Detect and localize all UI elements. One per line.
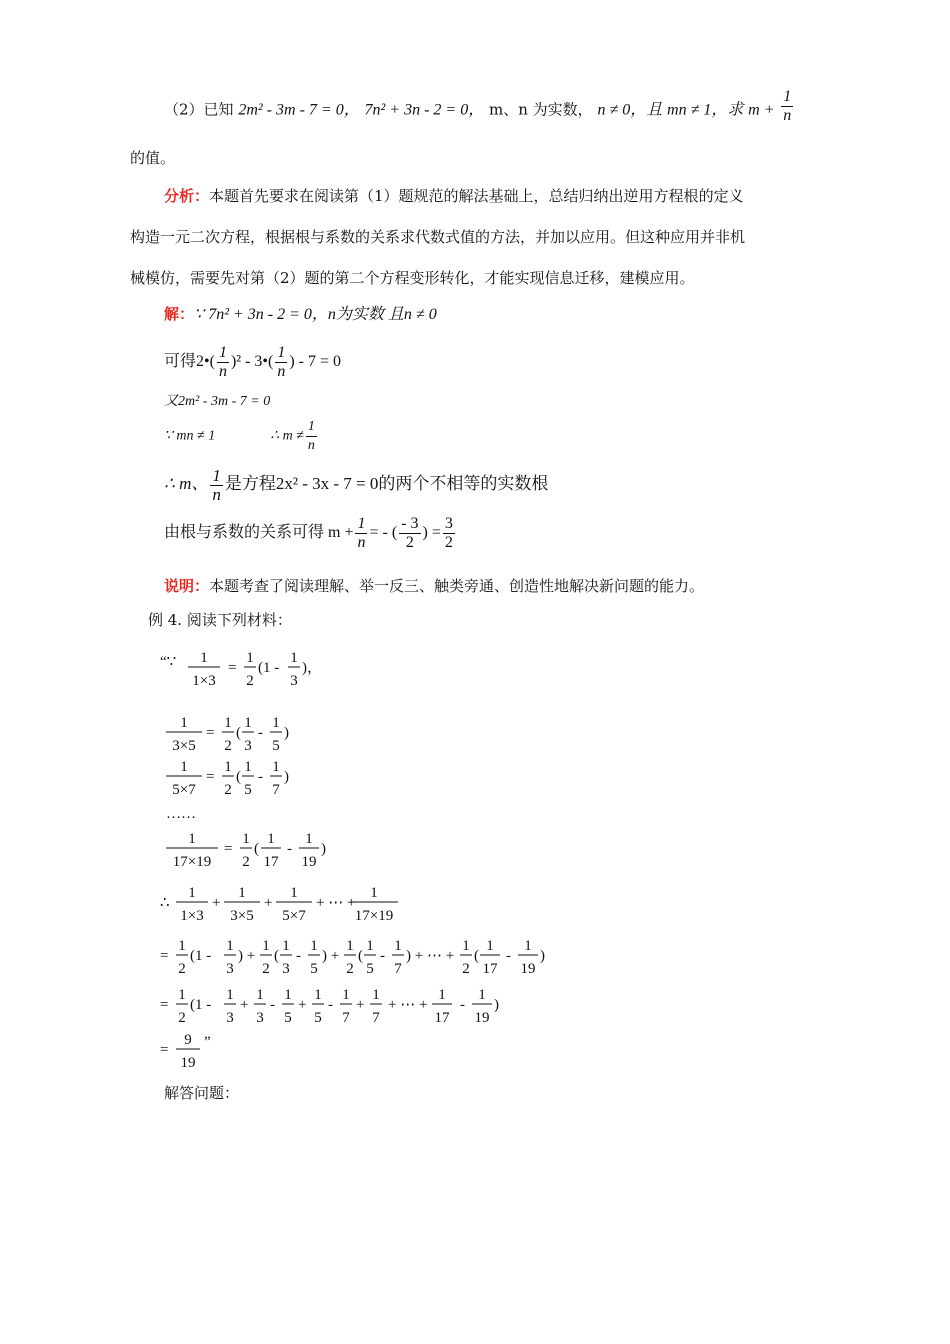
expression-text: ) +: [238, 948, 256, 964]
expression-text: -: [296, 948, 301, 964]
mn-condition: mn ≠ 1，求: [667, 101, 744, 119]
vieta-end: ) =: [422, 524, 441, 542]
numerator: 1: [178, 987, 186, 1003]
fraction-numerator: 1: [357, 515, 366, 532]
example-4-derivation: [156, 640, 616, 1070]
roots-prefix: ∴ m、: [164, 474, 209, 493]
numerator: 1: [438, 987, 446, 1003]
expression-text: (: [236, 769, 241, 785]
expression-text: -: [287, 841, 292, 857]
denominator: 7: [272, 782, 280, 798]
equation-n: 7n² + 3n - 2 = 0，: [364, 101, 485, 119]
therefore-symbol: ∴: [160, 895, 170, 911]
plus-sign: +: [240, 997, 249, 1013]
denominator: 2: [224, 782, 232, 798]
solution-line-1: [164, 304, 437, 325]
plus-sign: +: [356, 997, 365, 1013]
fraction-denominator: n: [307, 438, 315, 453]
analysis-line-2: 构造一元二次方程，根据根与系数的关系求代数式值的方法，并加以应用。但这种应用并非机: [130, 228, 746, 246]
denominator: 2: [346, 961, 354, 977]
numerator: 1: [290, 650, 298, 666]
numerator: 1: [366, 938, 374, 954]
example-4-title: 例 4. 阅读下列材料：: [148, 611, 292, 629]
numerator: 1: [478, 987, 486, 1003]
denominator: 3: [282, 961, 290, 977]
equals-sign: =: [206, 725, 215, 741]
equation-m: 2m² - 3m - 7 = 0，: [238, 101, 360, 119]
numerator: 1: [524, 938, 532, 954]
n-nonzero-condition: n ≠ 0，且: [597, 101, 663, 119]
analysis-line-1: [164, 186, 744, 206]
roots-statement: 是方程2x² - 3x - 7 = 0的两个不相等的实数根: [224, 474, 549, 493]
result-numerator: 9: [184, 1032, 192, 1048]
expression-text: (: [474, 948, 479, 964]
target-expression: m +: [748, 101, 775, 119]
solution-substitution-mid: )² - 3•(: [230, 353, 274, 371]
numerator: 1: [305, 831, 313, 847]
plus-sign: +: [212, 895, 221, 911]
expression-text: + ⋯ +: [316, 895, 356, 911]
denominator: 3: [226, 1010, 234, 1026]
denominator: 3: [256, 1010, 264, 1026]
fraction-one-over-n: [781, 88, 793, 125]
numerator: 1: [282, 938, 290, 954]
fraction-denominator: n: [357, 534, 366, 551]
fraction-denominator: 2: [444, 534, 453, 551]
numerator: 1: [238, 885, 246, 901]
analysis-text-1: 本题首先要求在阅读第（1）题规范的解法基础上，总结归纳出逆用方程根的定义: [209, 187, 744, 205]
denominator: 3×5: [172, 738, 196, 754]
numerator: 1: [244, 759, 252, 775]
minus-sign: -: [270, 997, 275, 1013]
numerator: 1: [244, 715, 252, 731]
denominator: 5: [244, 782, 252, 798]
denominator: 19: [520, 961, 536, 977]
numerator: 1: [178, 938, 186, 954]
plus-sign: +: [264, 895, 273, 911]
numerator: 1: [284, 987, 292, 1003]
denominator: 3: [226, 961, 234, 977]
minus-sign: -: [328, 997, 333, 1013]
denominator: 2: [246, 673, 254, 689]
fraction-numerator: 3: [444, 515, 453, 532]
denominator: 2: [178, 1010, 186, 1026]
m-not-equal: ∴ m ≠: [270, 428, 304, 444]
expression-text: ): [540, 948, 545, 964]
real-number-condition: m、n 为实数，: [489, 100, 593, 119]
numerator: 1: [188, 885, 196, 901]
denominator: 2: [242, 854, 250, 870]
fraction-minus-three-over-two: [399, 515, 420, 552]
fraction-numerator: - 3: [401, 515, 419, 532]
numerator: 1: [267, 831, 275, 847]
expression-text: (: [254, 841, 259, 857]
result-denominator: 19: [180, 1055, 196, 1070]
expression-text: ) + ⋯ +: [406, 948, 455, 964]
denominator: 7: [342, 1010, 350, 1026]
denominator: 17×19: [172, 854, 212, 870]
solution-substitution-end: ) - 7 = 0: [289, 353, 342, 371]
denominator: 5: [310, 961, 318, 977]
numerator: 1: [370, 885, 378, 901]
denominator: 17×19: [354, 908, 394, 924]
expression-text: (1 -: [190, 997, 212, 1013]
fraction-one-over-n: [275, 344, 287, 381]
numerator: 1: [272, 759, 280, 775]
fraction-numerator: 1: [306, 418, 317, 437]
fraction-one-over-n: [217, 344, 229, 381]
denominator: 2: [462, 961, 470, 977]
numerator: 1: [180, 715, 188, 731]
expression-text: ): [494, 997, 499, 1013]
denominator: 2: [224, 738, 232, 754]
denominator: 3: [244, 738, 252, 754]
denominator: 7: [394, 961, 402, 977]
fraction-one-over-n: [306, 418, 317, 455]
equals-sign: =: [160, 997, 169, 1013]
expression-text: (: [358, 948, 363, 964]
analysis-line-3: 械模仿，需要先对第（2）题的第二个方程变形转化，才能实现信息迁移，建模应用。: [130, 269, 695, 287]
denominator: 17: [263, 854, 279, 870]
question-2-prefix: （2）已知: [164, 100, 234, 119]
solution-line-4: [164, 418, 319, 455]
denominator: 19: [301, 854, 317, 870]
numerator: 1: [242, 831, 250, 847]
expression-text: ): [284, 769, 289, 785]
fraction-numerator: 1: [212, 465, 221, 485]
expression-text: (1 -: [258, 660, 280, 676]
denominator: 7: [372, 1010, 380, 1026]
question-2-line: [164, 88, 795, 129]
denominator: 5×7: [282, 908, 306, 924]
numerator: 1: [290, 885, 298, 901]
numerator: 1: [200, 650, 208, 666]
solution-given: ∵ 7n² + 3n - 2 = 0，n为实数 且n ≠ 0: [194, 306, 437, 323]
fraction-numerator: 1: [783, 88, 792, 105]
fraction-denominator: n: [218, 363, 227, 380]
solution-line-5: [164, 466, 548, 504]
expression-text: ): [321, 841, 326, 857]
fraction-denominator: n: [783, 107, 792, 124]
solution-line-3: 又2m² - 3m - 7 = 0: [164, 394, 271, 409]
denominator: 5: [366, 961, 374, 977]
expression-text: -: [258, 769, 263, 785]
numerator: 1: [180, 759, 188, 775]
denominator: 3×5: [230, 908, 254, 924]
expression-text: -: [380, 948, 385, 964]
solution-substitution-prefix: 可得2•(: [164, 353, 215, 371]
expression-text: + ⋯ +: [388, 997, 428, 1013]
answer-prompt: 解答问题：: [164, 1084, 240, 1102]
expression-text: -: [506, 948, 511, 964]
denominator: 5: [314, 1010, 322, 1026]
equals-sign: =: [224, 841, 233, 857]
numerator: 1: [226, 938, 234, 954]
equals-sign: =: [160, 948, 169, 964]
numerator: 1: [462, 938, 470, 954]
denominator: 3: [290, 673, 298, 689]
denominator: 17: [434, 1010, 450, 1026]
ellipsis: ……: [166, 806, 196, 822]
numerator: 1: [310, 938, 318, 954]
plus-sign: +: [298, 997, 307, 1013]
numerator: 1: [486, 938, 494, 954]
numerator: 1: [246, 650, 254, 666]
note-line: [164, 576, 704, 596]
numerator: 1: [314, 987, 322, 1003]
close-quote: ”: [204, 1034, 211, 1050]
numerator: 1: [256, 987, 264, 1003]
fraction-denominator: n: [212, 484, 221, 504]
numerator: 1: [272, 715, 280, 731]
fraction-numerator: 1: [218, 344, 227, 361]
minus-sign: -: [460, 997, 465, 1013]
equals-sign: =: [206, 769, 215, 785]
expression-text: -: [258, 725, 263, 741]
solution-line-6: [164, 515, 457, 552]
solution-label: 解：: [164, 305, 195, 323]
expression-text: ) +: [322, 948, 340, 964]
denominator: 2: [262, 961, 270, 977]
mn-not-one: ∵ mn ≠ 1: [164, 428, 216, 444]
analysis-label: 分析：: [164, 187, 210, 205]
fraction-one-over-n: [355, 515, 367, 552]
numerator: 1: [224, 715, 232, 731]
vieta-mid: = - (: [369, 524, 398, 542]
denominator: 1×3: [192, 673, 216, 689]
numerator: 1: [224, 759, 232, 775]
numerator: 1: [226, 987, 234, 1003]
equals-sign: =: [160, 1042, 169, 1058]
numerator: 1: [394, 938, 402, 954]
question-2-tail: 的值。: [130, 149, 176, 167]
note-label: 说明：: [164, 577, 210, 595]
expression-text: (: [236, 725, 241, 741]
expression-text: ): [284, 725, 289, 741]
denominator: 5: [272, 738, 280, 754]
fraction-denominator: n: [277, 363, 286, 380]
fraction-one-over-n: [210, 467, 223, 504]
expression-text: (1 -: [190, 948, 212, 964]
numerator: 1: [262, 938, 270, 954]
denominator: 5: [284, 1010, 292, 1026]
expression-text: (: [274, 948, 279, 964]
fraction-numerator: 1: [277, 344, 286, 361]
denominator: 1×3: [180, 908, 204, 924]
vieta-prefix: 由根与系数的关系可得 m +: [164, 524, 354, 542]
denominator: 19: [474, 1010, 490, 1026]
denominator: 2: [178, 961, 186, 977]
solution-line-2: [164, 344, 341, 381]
numerator: 1: [188, 831, 196, 847]
equals-sign: =: [228, 660, 237, 676]
numerator: 1: [372, 987, 380, 1003]
fraction-three-over-two: [443, 515, 455, 552]
note-text: 本题考查了阅读理解、举一反三、触类旁通、创造性地解决新问题的能力。: [209, 577, 705, 595]
fraction-denominator: 2: [405, 534, 414, 551]
denominator: 17: [482, 961, 498, 977]
open-quote: “∵: [160, 654, 177, 670]
numerator: 1: [342, 987, 350, 1003]
numerator: 1: [346, 938, 354, 954]
denominator: 5×7: [172, 782, 196, 798]
expression-text: )，: [302, 660, 322, 676]
